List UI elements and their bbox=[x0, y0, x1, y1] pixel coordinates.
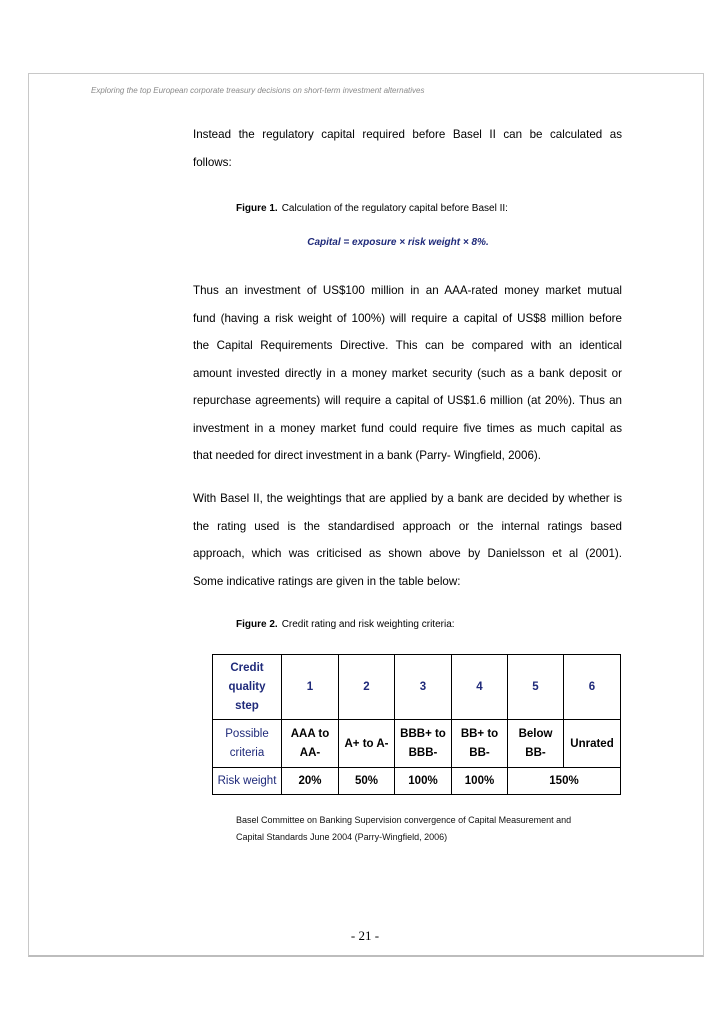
source-line: Basel Committee on Banking Supervision convergence of Capital Measurement and bbox=[236, 815, 572, 825]
text-line: the rating used is the standardised approach or the internal ratings based bbox=[193, 519, 622, 533]
step-cell: 3 bbox=[395, 655, 452, 720]
page-number: - 21 - bbox=[350, 928, 380, 943]
criteria-line: BB- bbox=[525, 746, 546, 759]
criteria-line: BBB+ to bbox=[400, 727, 446, 740]
paragraph-1 bbox=[193, 277, 622, 470]
criteria-line: AA- bbox=[299, 746, 321, 759]
step-cell: 5 bbox=[508, 655, 564, 720]
figure-1-caption-text: Calculation of the regulatory capital before Basel II: bbox=[281, 203, 508, 214]
criteria-line: Below bbox=[518, 727, 553, 740]
figure-2-label: Figure 2. bbox=[236, 619, 278, 630]
paragraph-2 bbox=[193, 485, 622, 595]
risk-weight-cell: 150% bbox=[508, 768, 621, 795]
table-row-risk-weight bbox=[213, 768, 621, 795]
figure-1-label: Figure 1. bbox=[236, 203, 278, 214]
credit-quality-step-header bbox=[213, 655, 282, 720]
criteria-line: A+ to A- bbox=[344, 737, 389, 750]
credit-rating-table bbox=[212, 654, 621, 795]
risk-weight-cell: 100% bbox=[395, 768, 452, 795]
figure-2-caption-text: Credit rating and risk weighting criteria: bbox=[281, 619, 455, 630]
criteria-cell bbox=[282, 720, 339, 768]
source-line: Capital Standards June 2004 (Parry-Wingfield, 2006) bbox=[236, 832, 448, 842]
text-line: repurchase agreements) will require a capital of US$1.6 million (at 20%). Thus an bbox=[193, 394, 622, 407]
step-cell: 6 bbox=[564, 655, 621, 720]
risk-weight-cell: 20% bbox=[282, 768, 339, 795]
criteria-cell bbox=[452, 720, 508, 768]
text-line: fund (having a risk weight of 100%) will require a capital of US$8 million before bbox=[193, 311, 622, 325]
running-header: Exploring the top European corporate treasury decisions on short-term investment alternatives bbox=[91, 86, 425, 95]
capital-formula: Capital = exposure × risk weight × 8%. bbox=[307, 237, 489, 248]
text-line: follows: bbox=[193, 155, 232, 169]
criteria-line: BBB- bbox=[408, 746, 438, 759]
possible-criteria-label bbox=[213, 720, 282, 768]
text-line: that needed for direct investment in a bank (Parry- Wingfield, 2006). bbox=[193, 449, 541, 462]
table-source-note bbox=[236, 812, 571, 846]
criteria-cell bbox=[508, 720, 564, 768]
criteria-cell bbox=[339, 720, 395, 768]
table-row-criteria bbox=[213, 720, 621, 768]
text-line: Some indicative ratings are given in the table below: bbox=[193, 574, 461, 588]
step-cell: 2 bbox=[339, 655, 395, 720]
criteria-line: BB- bbox=[469, 746, 490, 759]
text-line: amount invested directly in a money market security (such as a bank deposit or bbox=[193, 366, 622, 380]
criteria-label-line: criteria bbox=[229, 746, 265, 759]
header-line: quality bbox=[228, 680, 266, 693]
risk-weight-label: Risk weight bbox=[213, 768, 282, 795]
intro-paragraph bbox=[193, 121, 622, 176]
risk-weight-cell: 100% bbox=[452, 768, 508, 795]
criteria-cell bbox=[564, 720, 621, 768]
text-line: the Capital Requirements Directive. This can be compared with an identical bbox=[193, 339, 622, 352]
criteria-line: AAA to bbox=[290, 727, 330, 740]
figure-1-caption bbox=[236, 203, 508, 214]
step-cell: 4 bbox=[452, 655, 508, 720]
criteria-line: Unrated bbox=[570, 737, 614, 750]
text-line: Instead the regulatory capital required before Basel II can be calculated as bbox=[193, 128, 622, 141]
criteria-label-line: Possible bbox=[225, 727, 269, 740]
risk-weight-cell: 50% bbox=[339, 768, 395, 795]
criteria-cell bbox=[395, 720, 452, 768]
header-line: Credit bbox=[230, 661, 264, 674]
step-cell: 1 bbox=[282, 655, 339, 720]
text-line: approach, which was criticised as shown above by Danielsson et al (2001). bbox=[193, 547, 622, 560]
criteria-line: BB+ to bbox=[460, 727, 499, 740]
header-line: step bbox=[235, 699, 259, 712]
text-line: investment in a money market fund could require five times as much capital as bbox=[193, 421, 622, 435]
figure-2-caption bbox=[236, 619, 455, 630]
table-row-steps bbox=[213, 655, 621, 720]
text-line: Thus an investment of US$100 million in an AAA-rated money market mutual bbox=[193, 284, 622, 297]
text-line: With Basel II, the weightings that are applied by a bank are decided by whether is bbox=[193, 492, 622, 505]
